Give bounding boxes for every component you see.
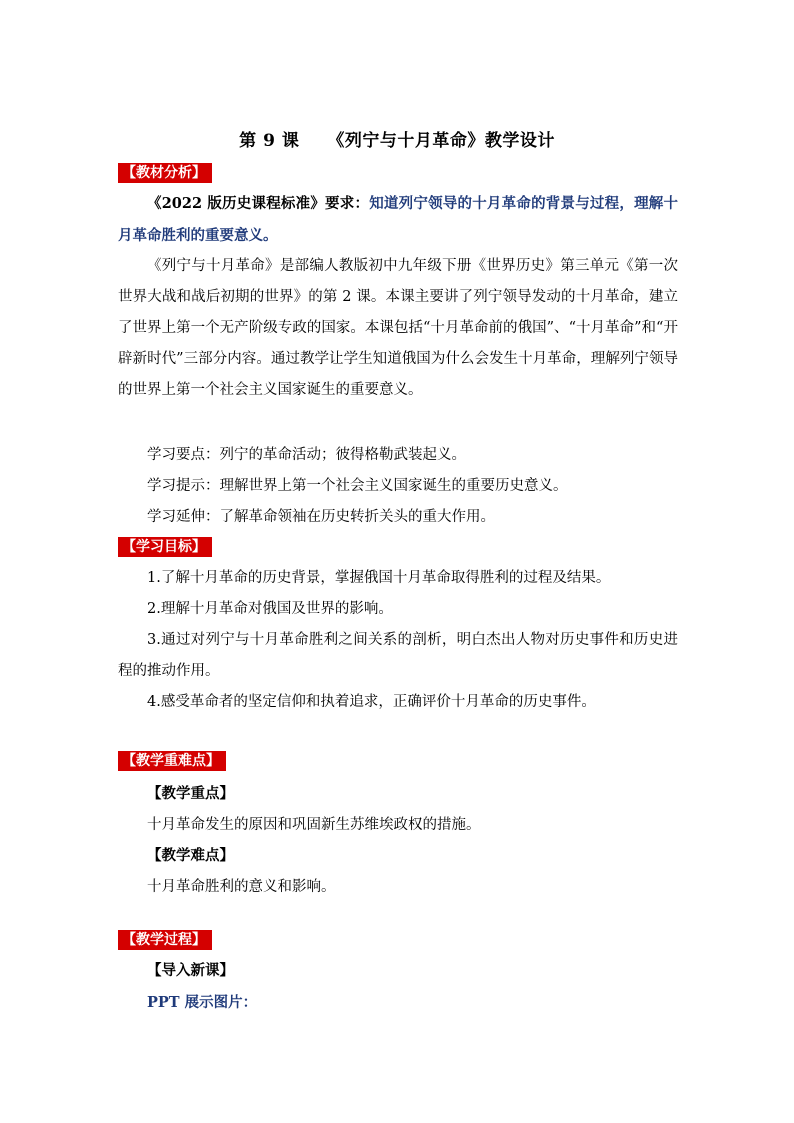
teaching-difficulty-heading: 【教学难点】 [147, 847, 234, 864]
section-tag-difficulty: 【教学重难点】 [118, 751, 226, 771]
standard-prefix: 《2022 版历史课程标准》要求： [147, 195, 370, 212]
lesson-name: 《列宁与十月革命》教学设计 [327, 131, 555, 151]
curriculum-standard-paragraph [118, 188, 678, 252]
learning-key-points: 学习要点：列宁的革命活动；彼得格勒武装起义。 [147, 447, 466, 463]
objective-item-1: 1.了解十月革命的历史背景，掌握俄国十月革命取得胜利的过程及结果。 [147, 570, 611, 586]
teaching-focus-heading: 【教学重点】 [147, 785, 234, 802]
textbook-intro-paragraph: 《列宁与十月革命》是部编人教版初中九年级下册《世界历史》第三单元《第一次世界大战和战后初期的世界》的第 2 课。本课主要讲了列宁领导发动的十月革命，建立了世界上第一个无产阶级专政的国家。本课包括“十月革命前的俄国”、“十月革命”和“开辟新时代”三部分内容。通过教学让学生知道俄国为什么会发生十月革命，理解列宁领导的世界上第一个社会主义国家诞生的重要意义。 [118, 258, 678, 398]
objective-item-3: 3.通过对列宁与十月革命胜利之间关系的剖析，明白杰出人物对历史事件和历史进程的推动作用。 [118, 632, 678, 679]
section-tag-objectives: 【学习目标】 [118, 537, 212, 557]
teaching-focus-text: 十月革命发生的原因和巩固新生苏维埃政权的措施。 [147, 817, 481, 833]
teaching-difficulty-text: 十月革命胜利的意义和影响。 [147, 879, 336, 895]
page-title [0, 126, 794, 151]
objective-item-2: 2.理解十月革命对俄国及世界的影响。 [147, 601, 393, 617]
intro-new-lesson-heading: 【导入新课】 [147, 962, 234, 979]
lesson-number: 第 9 课 [239, 131, 300, 151]
learning-hint: 学习提示：理解世界上第一个社会主义国家诞生的重要历史意义。 [147, 478, 568, 494]
section-tag-process: 【教学过程】 [118, 930, 212, 950]
learning-extension: 学习延伸：了解革命领袖在历史转折关头的重大作用。 [147, 509, 495, 525]
ppt-show-images-label: PPT 展示图片： [147, 994, 258, 1011]
section-tag-analysis: 【教材分析】 [118, 163, 212, 183]
objective-item-4: 4.感受革命者的坚定信仰和执着追求，正确评价十月革命的历史事件。 [147, 694, 596, 710]
standard-requirement: 知道列宁领导的十月革命的背景与过程，理解十月革命胜利的重要意义。 [118, 195, 679, 244]
